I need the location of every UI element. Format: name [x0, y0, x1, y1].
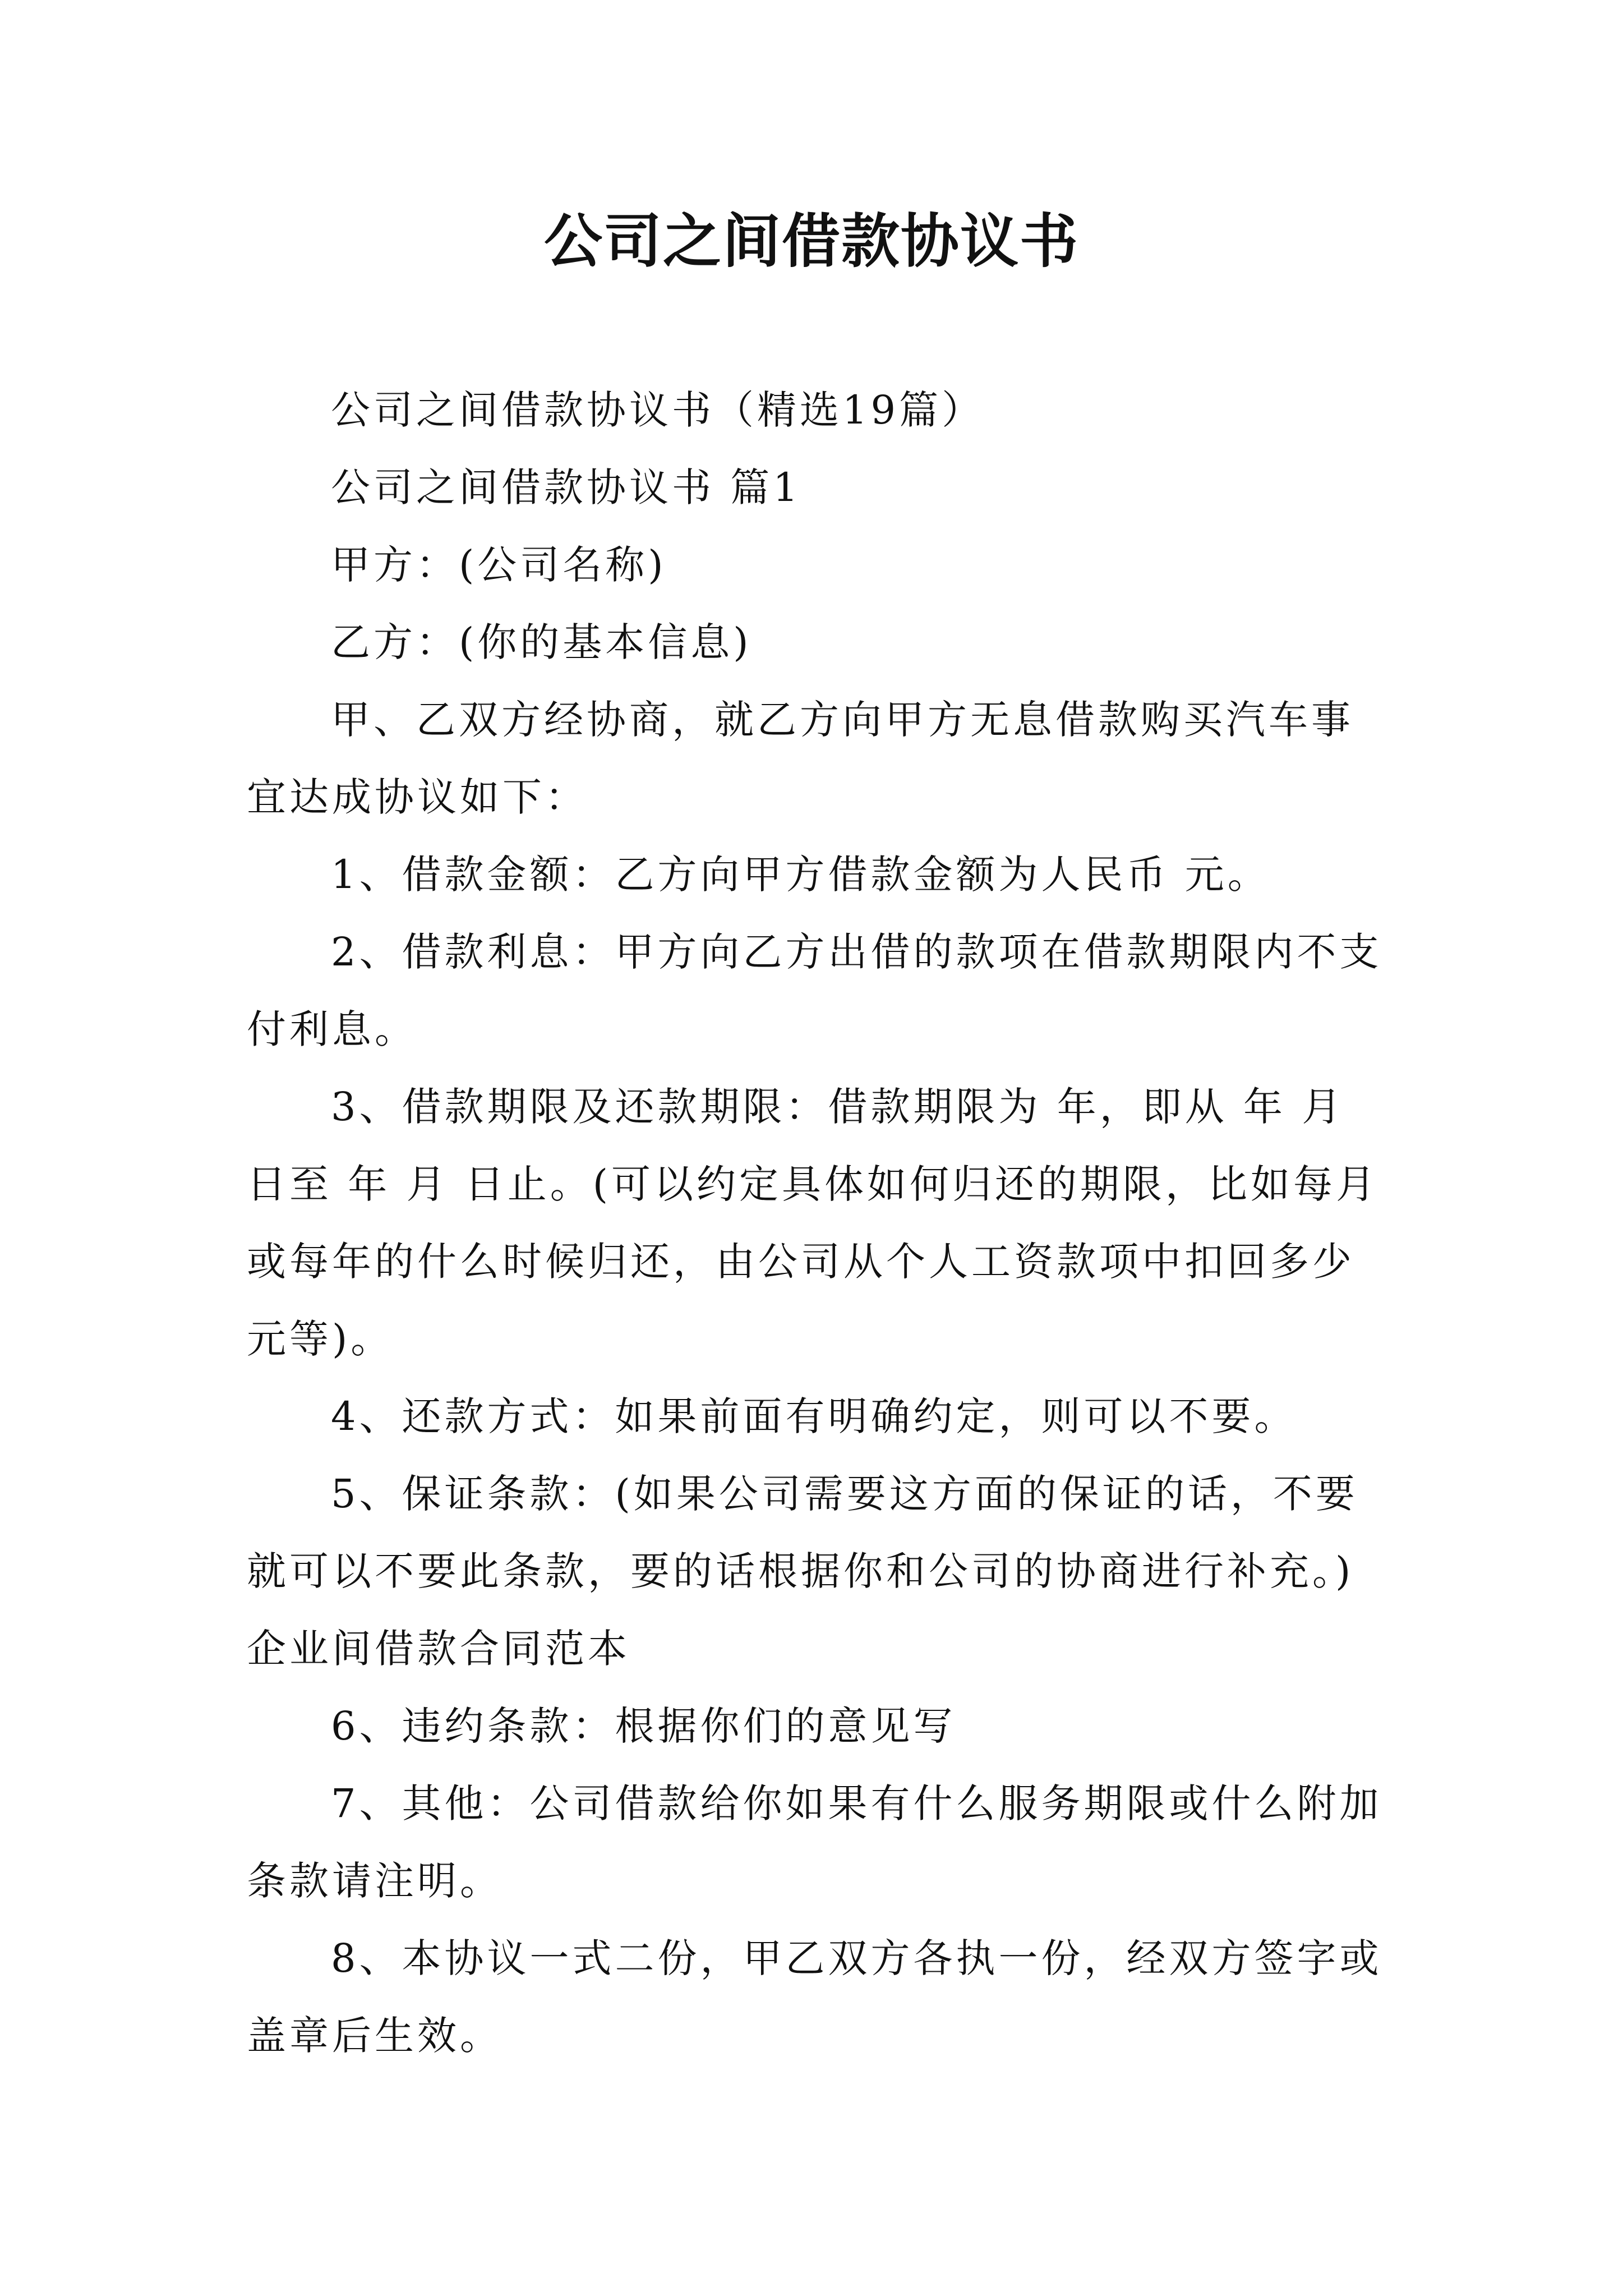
- paragraph-party-b: 乙方：(你的基本信息): [331, 619, 752, 665]
- clause-2-interest: 2、借款利息：甲方向乙方出借的款项在借款期限内不支付利息。: [247, 929, 1382, 1052]
- clause-5-guarantee: 5、保证条款：(如果公司需要这方面的保证的话，不要就可以不要此条款，要的话根据你和公司的协商进行补充。): [247, 1471, 1358, 1594]
- clause-1-amount: 1、借款金额：乙方向甲方借款金额为人民币 元。: [331, 852, 1270, 898]
- clause-4-repayment: 4、还款方式：如果前面有明确约定，则可以不要。: [331, 1393, 1297, 1439]
- clause-8-effect: 8、本协议一式二份，甲乙双方各执一份，经双方签字或盖章后生效。: [247, 1935, 1382, 2059]
- paragraph-subtitle: 公司之间借款协议书（精选19篇）: [331, 387, 985, 433]
- paragraph-section-heading: 公司之间借款协议书 篇1: [331, 464, 801, 510]
- clause-6-breach: 6、违约条款：根据你们的意见写: [331, 1703, 956, 1749]
- document-title: 公司之间借款协议书: [543, 206, 1079, 275]
- clause-7-other: 7、其他：公司借款给你如果有什么服务期限或什么附加条款请注明。: [247, 1780, 1382, 1904]
- clause-3-term: 3、借款期限及还款期限：借款期限为 年，即从 年 月 日至 年 月 日止。(可以约定具体如何归还的期限，比如每月或每年的什么时候归还，由公司从个人工资款项中扣回多少元等)。: [247, 1084, 1379, 1362]
- paragraph-preamble: 甲、乙双方经协商，就乙方向甲方无息借款购买汽车事宜达成协议如下：: [247, 697, 1354, 820]
- document-body: [247, 371, 1385, 2074]
- paragraph-party-a: 甲方：(公司名称): [331, 542, 667, 588]
- paragraph-template-note: 企业间借款合同范本: [247, 1626, 630, 1672]
